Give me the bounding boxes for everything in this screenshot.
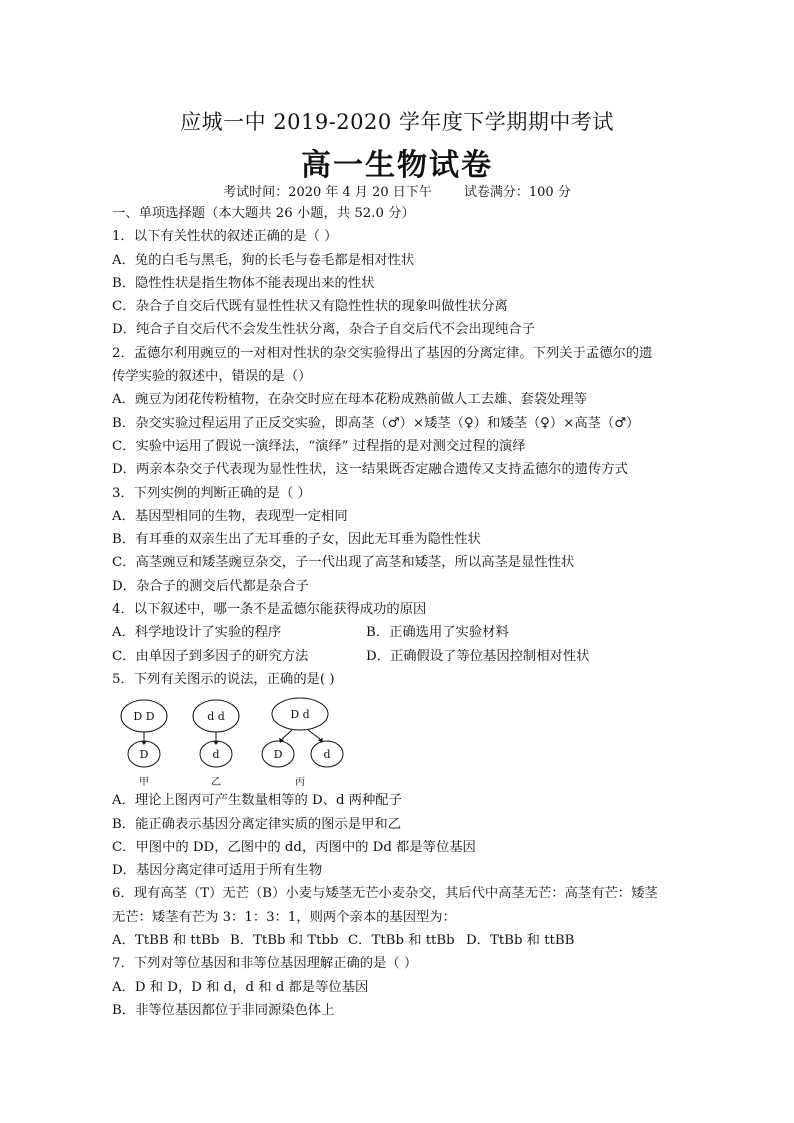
- q3-option-d: D．杂合子的测交后代都是杂合子: [112, 578, 309, 594]
- q2-stem-line2: 传学实验的叙述中，错误的是（）: [112, 369, 312, 385]
- q4-option-c: C．由单因子到多因子的研究方法: [112, 648, 309, 664]
- bing-arrow-right: [308, 730, 320, 739]
- q4-stem: 4．以下叙述中，哪一条不是孟德尔能获得成功的原因: [112, 602, 427, 618]
- q3-stem: 3．下列实例的判断正确的是（ ）: [112, 485, 311, 501]
- q5-figure: [112, 691, 692, 789]
- q4-options-row2: [112, 645, 692, 668]
- gene-segregation-diagram: [112, 695, 372, 789]
- bing-label: 丙: [295, 777, 305, 789]
- q4-option-a: A．科学地设计了实验的程序: [112, 625, 282, 641]
- exam-time: 考试时间：2020 年 4 月 20 日下午: [223, 185, 432, 200]
- bing-arrow-left: [282, 730, 292, 739]
- jia-label: 甲: [139, 777, 149, 789]
- q1-option-c: C．杂合子自交后代既有显性性状又有隐性性状的现象叫做性状分离: [112, 299, 508, 315]
- bing-gamete-allele-2: d: [323, 748, 331, 762]
- q5-option-c: C．甲图中的 DD，乙图中的 dd，丙图中的 Dd 都是等位基因: [112, 839, 476, 855]
- q6-stem-line1: 6．现有高茎（T）无芒（B）小麦与矮茎无芒小麦杂交，其后代中高茎无芒：高茎有芒：矮茎: [112, 886, 658, 902]
- q6-options: [112, 929, 692, 952]
- q5-stem: 5．下列有关图示的说法，正确的是( ): [112, 671, 335, 687]
- section-heading: 一、单项选择题（本大题共 26 小题，共 52.0 分）: [112, 206, 415, 221]
- q7-option-a: A．D 和 D，D 和 d，d 和 d 都是等位基因: [112, 979, 369, 995]
- q3-option-c: C．高茎豌豆和矮茎豌豆杂交，子一代出现了高茎和矮茎，所以高茎是显性性状: [112, 555, 575, 571]
- q5-option-b: B．能正确表示基因分离定律实质的图示是甲和乙: [112, 816, 402, 832]
- exam-meta: [0, 181, 794, 200]
- yi-parent-genotype: d d: [207, 710, 225, 724]
- q2-option-b: B．杂交实验过程运用了正反交实验，即高茎（♂）×矮茎（♀）和矮茎（♀）×高茎（♂）: [112, 415, 640, 431]
- q5-option-d: D．基因分离定律可适用于所有生物: [112, 863, 323, 879]
- bing-parent-genotype: D d: [290, 708, 310, 722]
- q7-option-b: B．非等位基因都位于非同源染色体上: [112, 1002, 335, 1018]
- q6-option-b: B．TtBb 和 Ttbb: [230, 933, 339, 949]
- q2-option-a: A．豌豆为闭花传粉植物，在杂交时应在母本花粉成熟前做人工去雄、套袋处理等: [112, 392, 587, 408]
- bing-arrowhead-left: [279, 738, 284, 743]
- q6-stem-line2: 无芒：矮茎有芒为 3：1：3：1，则两个亲本的基因型为：: [112, 909, 456, 925]
- q4-option-d: D．正确假设了等位基因控制相对性状: [366, 648, 590, 664]
- exam-title: 应城一中 2019-2020 学年度下学期期中考试: [180, 110, 614, 134]
- q4-option-b: B．正确选用了实验材料: [366, 625, 509, 641]
- question-body: [112, 202, 692, 1022]
- q1-option-b: B．隐性性状是指生物体不能表现出来的性状: [112, 275, 375, 291]
- jia-gamete-allele: D: [139, 748, 149, 762]
- q6-option-d: D．TtBb 和 ttBB: [466, 933, 575, 949]
- q5-option-a: A．理论上图丙可产生数量相等的 D、d 两种配子: [112, 793, 402, 809]
- jia-parent-genotype: D D: [133, 710, 155, 724]
- q1-option-d: D．纯合子自交后代不会发生性状分离，杂合子自交后代不会出现纯合子: [112, 322, 535, 338]
- yi-gamete-allele: d: [212, 748, 220, 762]
- subject-title: 高一生物试卷: [301, 148, 493, 183]
- q6-option-c: C．TtBb 和 ttBb: [348, 933, 455, 949]
- full-score: 试卷满分：100 分: [463, 185, 571, 200]
- q1-option-a: A．兔的白毛与黑毛，狗的长毛与卷毛都是相对性状: [112, 252, 415, 268]
- q7-stem: 7．下列对等位基因和非等位基因理解正确的是（ ）: [112, 956, 418, 972]
- q3-option-a: A．基因型相同的生物，表现型一定相同: [112, 508, 348, 524]
- q2-option-d: D．两亲本杂交子代表现为显性性状，这一结果既否定融合遗传又支持孟德尔的遗传方式: [112, 462, 628, 478]
- q2-option-c: C．实验中运用了假说一演绎法，“演绎” 过程指的是对测交过程的演绎: [112, 438, 526, 454]
- q1-stem: 1．以下有关性状的叙述正确的是（ ）: [112, 229, 338, 245]
- q3-option-b: B．有耳垂的双亲生出了无耳垂的子女，因此无耳垂为隐性性状: [112, 532, 481, 548]
- q6-option-a: A．TtBB 和 ttBb: [112, 933, 220, 949]
- q4-options-row1: [112, 621, 692, 644]
- q2-stem-line1: 2．孟德尔利用豌豆的一对相对性状的杂交实验得出了基因的分离定律。下列关于孟德尔的遗: [112, 345, 653, 361]
- bing-gamete-allele-1: D: [273, 748, 283, 762]
- yi-label: 乙: [211, 777, 221, 789]
